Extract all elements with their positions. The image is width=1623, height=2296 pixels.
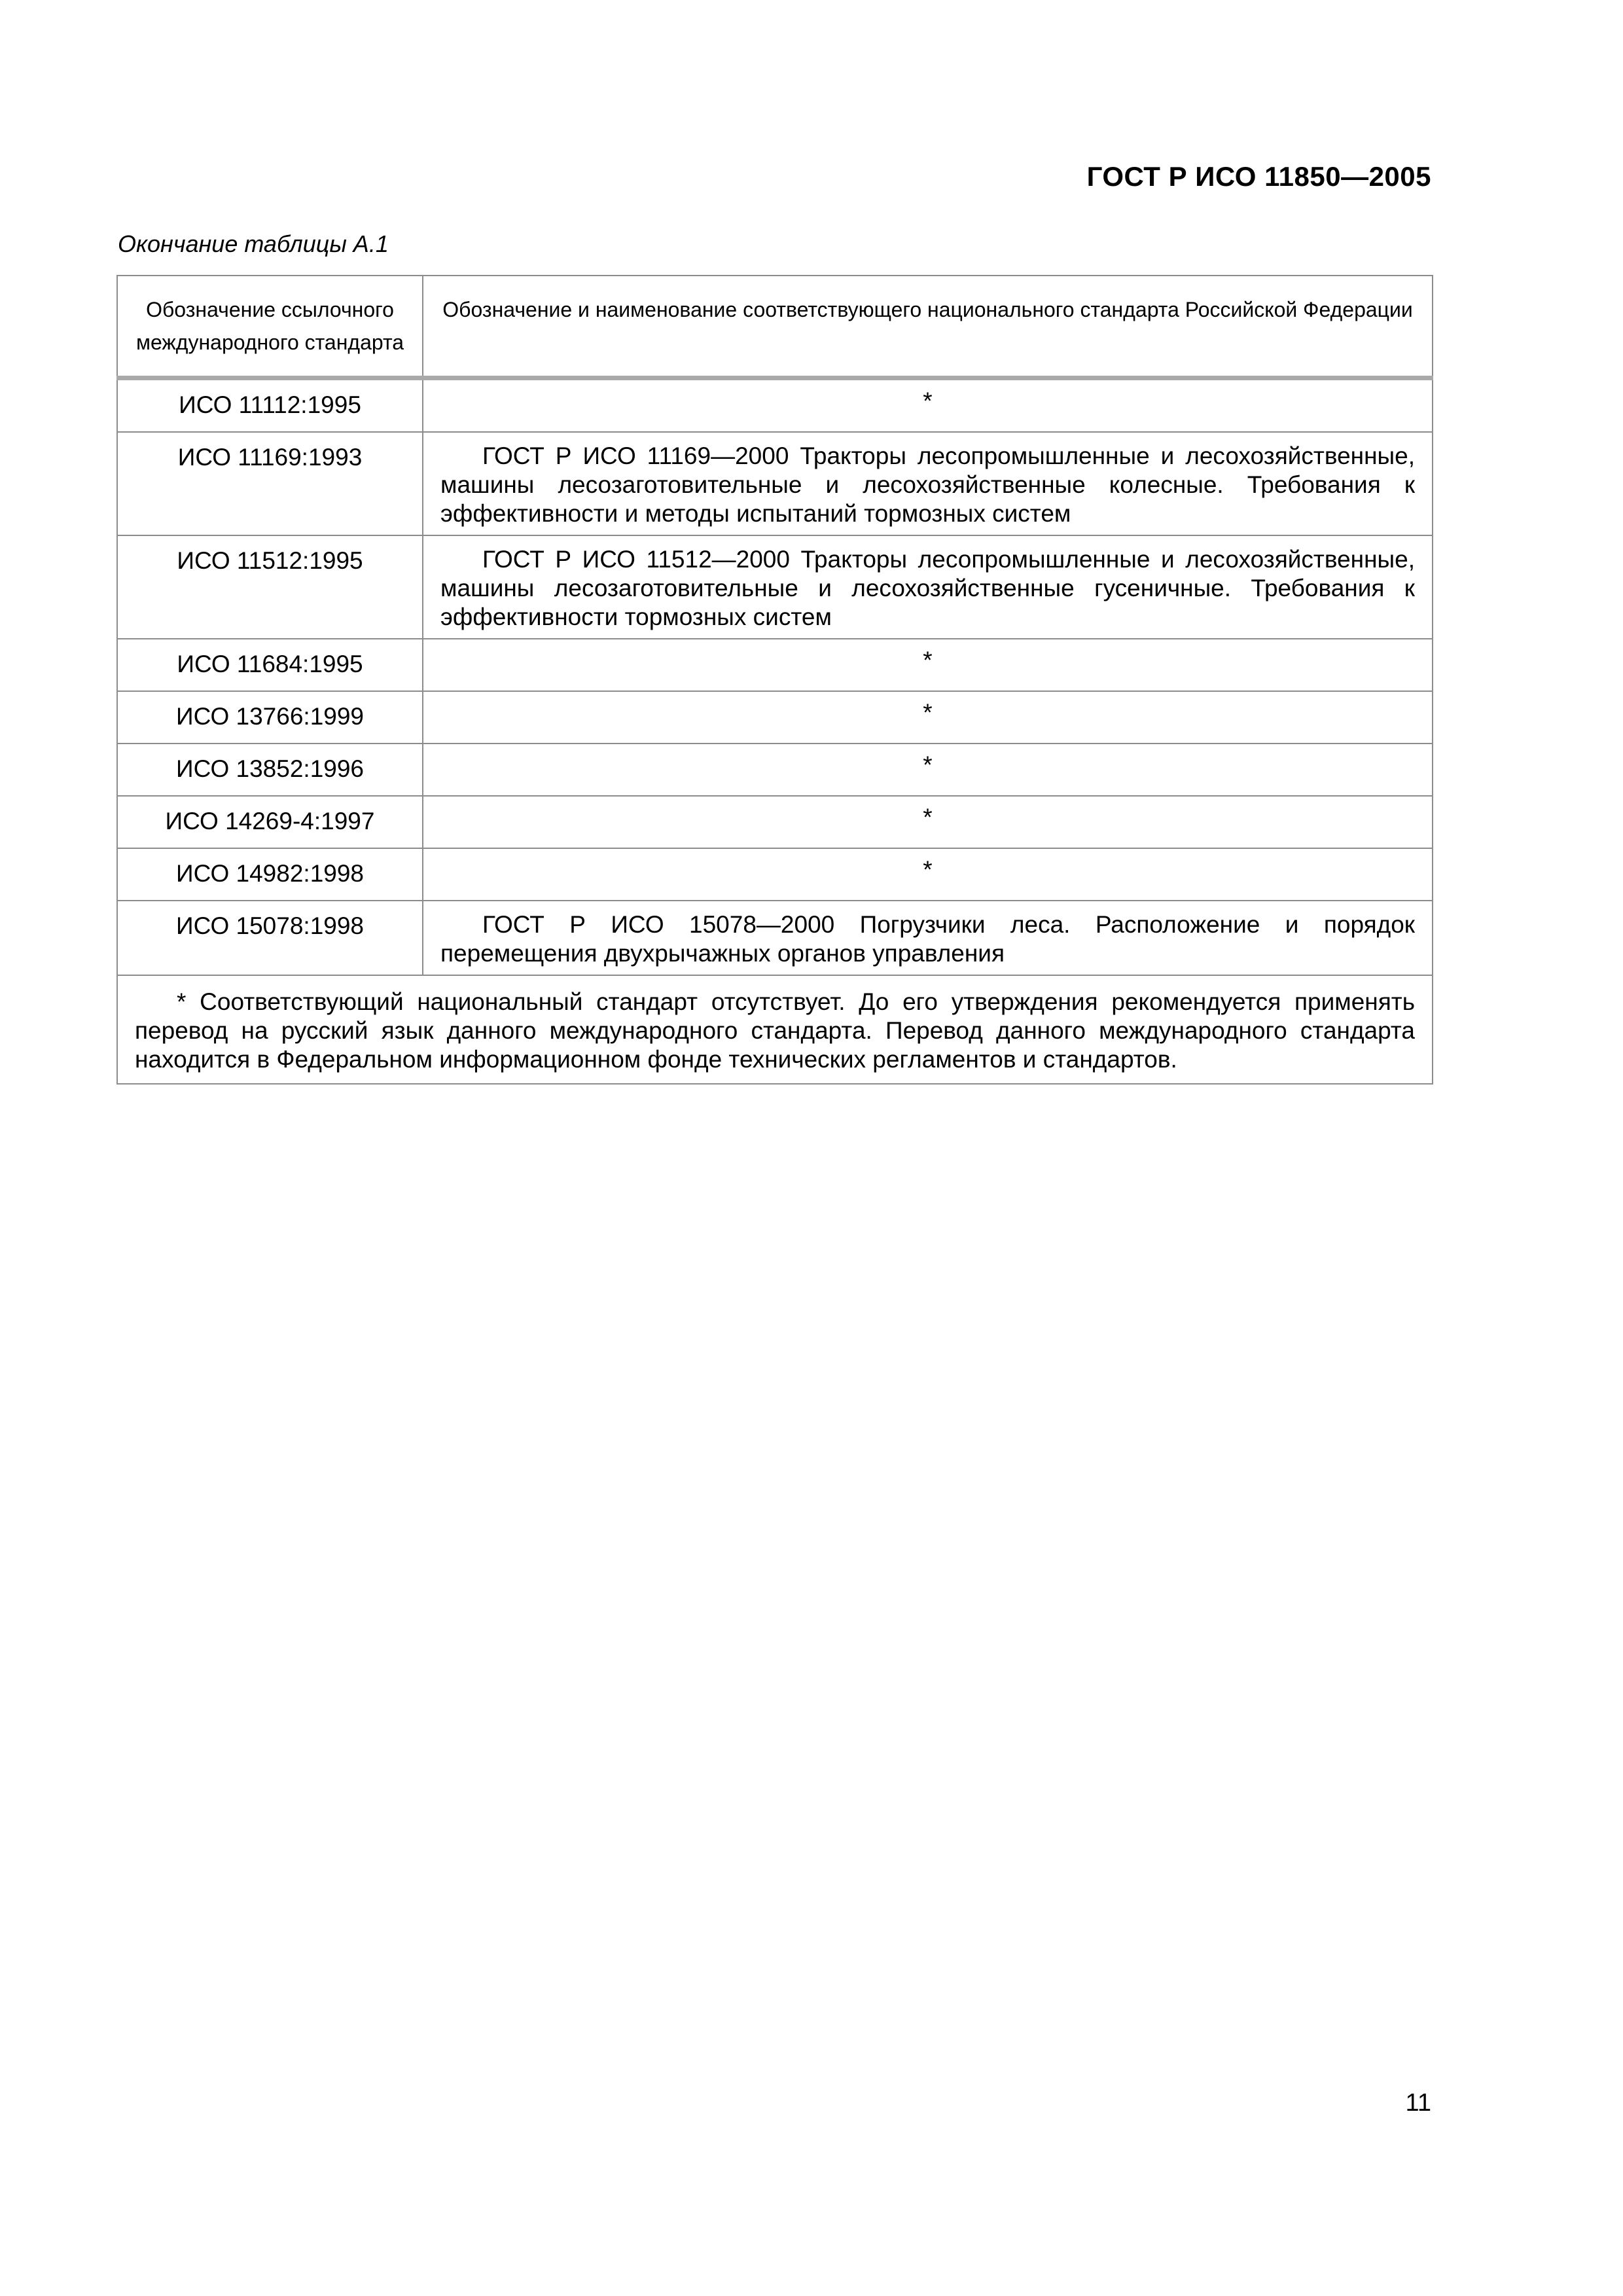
footnote-row	[117, 975, 1433, 1084]
document-standard-id: ГОСТ Р ИСО 11850—2005	[1086, 161, 1431, 192]
national-standard-cell: *	[423, 848, 1433, 901]
column-header-national: Обозначение и наименование соответствующего национального стандарта Российской Федерации	[423, 276, 1433, 378]
column-header-international: Обозначение ссылочного международного стандарта	[117, 276, 423, 378]
table-footnote: * Соответствующий национальный стандарт отсутствует. До его утверждения рекомендуется применять перевод на русский язык данного международного стандарта. Перевод данного международного стандарта находится в Федеральном информационном фонде технических регламентов и стандартов.	[117, 975, 1433, 1084]
national-standard-cell: ГОСТ Р ИСО 11169—2000 Тракторы лесопромышленные и лесохозяйственные, машины лесозаготовительные и лесохозяйственные колесные. Требования к эффективности и методы испытаний тормозных систем	[423, 432, 1433, 535]
international-code-cell: ИСО 11169:1993	[117, 432, 423, 535]
table-row	[117, 378, 1433, 433]
table-header-row	[117, 276, 1433, 378]
table-row	[117, 848, 1433, 901]
table-row	[117, 639, 1433, 691]
international-code-cell: ИСО 14269-4:1997	[117, 796, 423, 848]
table-row	[117, 535, 1433, 639]
international-code-cell: ИСО 14982:1998	[117, 848, 423, 901]
national-standard-cell: *	[423, 691, 1433, 744]
international-code-cell: ИСО 13766:1999	[117, 691, 423, 744]
table-row	[117, 691, 1433, 744]
table-row	[117, 901, 1433, 975]
international-code-cell: ИСО 15078:1998	[117, 901, 423, 975]
table-row	[117, 796, 1433, 848]
international-code-cell: ИСО 13852:1996	[117, 744, 423, 796]
table-caption: Окончание таблицы А.1	[118, 230, 389, 257]
standards-correspondence-table	[116, 275, 1433, 1085]
international-code-cell: ИСО 11512:1995	[117, 535, 423, 639]
table-row	[117, 432, 1433, 535]
national-standard-cell: ГОСТ Р ИСО 15078—2000 Погрузчики леса. Расположение и порядок перемещения двухрычажных органов управления	[423, 901, 1433, 975]
page-number: 11	[1405, 2089, 1431, 2117]
national-standard-cell: *	[423, 796, 1433, 848]
national-standard-cell: *	[423, 378, 1433, 433]
table-row	[117, 744, 1433, 796]
national-standard-cell: *	[423, 744, 1433, 796]
international-code-cell: ИСО 11112:1995	[117, 378, 423, 433]
international-code-cell: ИСО 11684:1995	[117, 639, 423, 691]
national-standard-cell: *	[423, 639, 1433, 691]
national-standard-cell: ГОСТ Р ИСО 11512—2000 Тракторы лесопромышленные и лесохозяйственные, машины лесозаготовительные и лесохозяйственные гусеничные. Требования к эффективности тормозных систем	[423, 535, 1433, 639]
